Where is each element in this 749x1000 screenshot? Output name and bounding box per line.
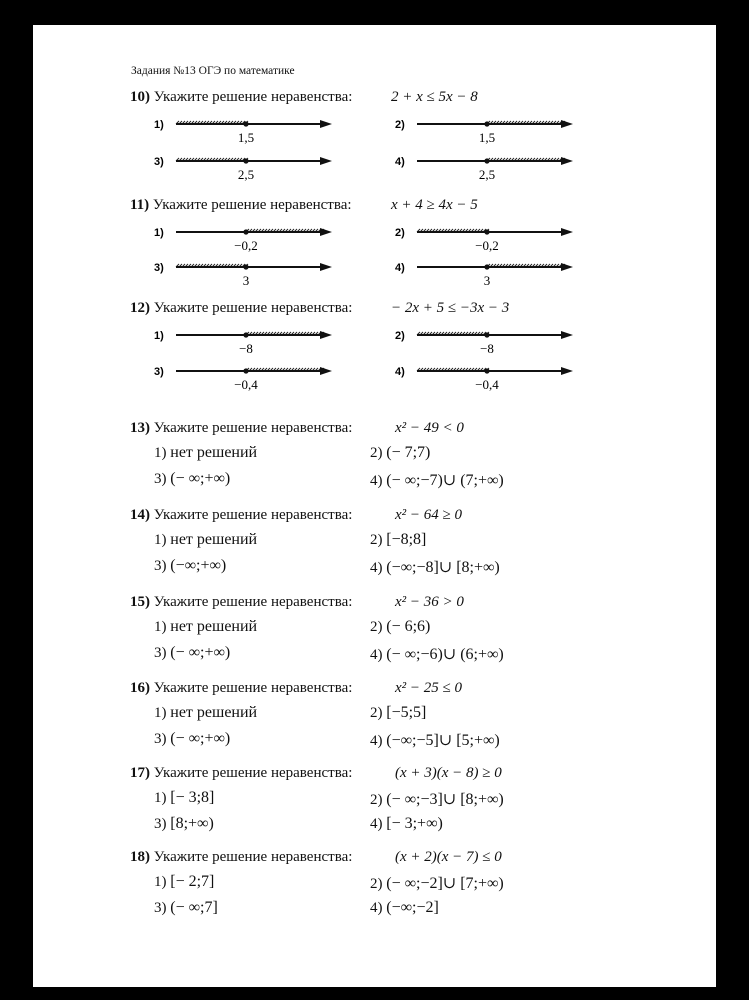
- answer-option: [370, 444, 430, 462]
- axis-arrow-icon: [320, 263, 332, 271]
- number-line-option: [154, 330, 344, 358]
- question-title: [130, 197, 352, 214]
- option-answer: (− ∞;7]: [170, 899, 218, 916]
- question-number: 17): [130, 765, 150, 781]
- question-title: [130, 680, 352, 697]
- answer-option: [370, 557, 500, 577]
- axis-arrow-icon: [320, 367, 332, 375]
- option-label: 2): [370, 532, 383, 548]
- question-title: [130, 420, 352, 437]
- option-label: 2): [395, 227, 405, 239]
- number-line-option: [395, 262, 585, 290]
- question-inequality: x² − 25 ≤ 0: [395, 680, 463, 696]
- number-line-option: [395, 119, 585, 147]
- point-marker: [243, 121, 248, 126]
- option-answer: [−8;8]: [386, 531, 427, 548]
- option-answer: (− 7;7): [386, 444, 431, 461]
- option-label: 4): [370, 647, 383, 663]
- axis-arrow-icon: [320, 331, 332, 339]
- answer-option: [370, 873, 504, 893]
- question-prompt: Укажите решение неравенства:: [153, 89, 353, 105]
- option-label: 4): [370, 816, 383, 832]
- answer-option: [370, 730, 500, 750]
- number-line-option: [154, 119, 344, 147]
- answer-option: [370, 704, 426, 722]
- option-answer: (− ∞;+∞): [170, 470, 231, 487]
- answer-option: [370, 531, 426, 549]
- option-answer: [− 3;8]: [170, 789, 215, 806]
- point-value: −0,2: [234, 238, 258, 253]
- question-title: [130, 594, 352, 611]
- answer-option: [154, 531, 257, 549]
- option-label: 2): [370, 876, 383, 892]
- question-title: [130, 507, 352, 524]
- option-label: 1): [154, 227, 164, 239]
- option-answer: [− 2;7]: [170, 873, 215, 890]
- option-answer: нет решений: [170, 618, 258, 635]
- question-inequality: x² − 64 ≥ 0: [395, 507, 463, 523]
- point-marker: [484, 229, 489, 234]
- point-marker: [243, 229, 248, 234]
- answer-option: [370, 644, 504, 664]
- option-label: 2): [370, 792, 383, 808]
- answer-option: [154, 815, 214, 833]
- question-number: 16): [130, 680, 150, 696]
- question-number: 18): [130, 849, 150, 865]
- axis-arrow-icon: [320, 228, 332, 236]
- option-label: 3): [154, 262, 164, 274]
- axis-arrow-icon: [561, 228, 573, 236]
- option-answer: (− 6;6): [386, 618, 431, 635]
- point-value: −0,4: [475, 377, 499, 392]
- option-label: 4): [370, 560, 383, 576]
- point-value: 2,5: [237, 167, 255, 182]
- option-label: 3): [154, 558, 167, 574]
- axis-arrow-icon: [561, 120, 573, 128]
- question-inequality: x + 4 ≥ 4x − 5: [391, 197, 478, 213]
- number-line-option: [395, 330, 585, 358]
- option-label: 4): [395, 262, 405, 274]
- option-answer: (−∞;−2]: [386, 899, 439, 916]
- point-value: 1,5: [478, 130, 496, 145]
- option-label: 2): [370, 619, 383, 635]
- point-marker: [484, 158, 489, 163]
- point-marker: [243, 158, 248, 163]
- axis-arrow-icon: [561, 331, 573, 339]
- question-number: 13): [130, 420, 150, 436]
- axis-arrow-icon: [320, 120, 332, 128]
- question-prompt: Укажите решение неравенства:: [153, 300, 353, 316]
- axis-arrow-icon: [320, 157, 332, 165]
- option-answer: (−∞;+∞): [170, 557, 227, 574]
- question-title: [130, 300, 352, 317]
- option-label: 3): [154, 645, 167, 661]
- question-inequality: (x + 3)(x − 8) ≥ 0: [395, 765, 502, 781]
- option-label: 2): [370, 705, 383, 721]
- answer-option: [154, 470, 230, 488]
- option-label: 1): [154, 874, 167, 890]
- point-marker: [484, 121, 489, 126]
- option-answer: [−5;5]: [386, 704, 427, 721]
- question-prompt: Укажите решение неравенства:: [153, 420, 353, 436]
- number-line-option: [154, 262, 344, 290]
- option-label: 3): [154, 816, 167, 832]
- axis-arrow-icon: [561, 263, 573, 271]
- point-value: 1,5: [237, 130, 255, 145]
- worksheet-header: Задания №13 ОГЭ по математике: [131, 65, 295, 77]
- option-answer: (− ∞;−6)∪ (6;+∞): [386, 646, 504, 663]
- option-label: 3): [154, 156, 164, 168]
- point-value: 2,5: [478, 167, 496, 182]
- answer-option: [154, 873, 214, 891]
- point-marker: [243, 332, 248, 337]
- answer-option: [154, 644, 230, 662]
- answer-option: [370, 899, 439, 917]
- question-prompt: Укажите решение неравенства:: [153, 849, 353, 865]
- worksheet-page: [33, 25, 716, 987]
- option-answer: нет решений: [170, 704, 258, 721]
- option-label: 3): [154, 731, 167, 747]
- answer-option: [370, 470, 504, 490]
- option-label: 4): [395, 366, 405, 378]
- answer-option: [154, 789, 214, 807]
- point-marker: [243, 264, 248, 269]
- question-prompt: Укажите решение неравенства:: [152, 197, 352, 213]
- option-label: 2): [370, 445, 383, 461]
- option-label: 1): [154, 330, 164, 342]
- option-label: 4): [395, 156, 405, 168]
- point-marker: [243, 368, 248, 373]
- option-answer: (− ∞;+∞): [170, 644, 231, 661]
- question-prompt: Укажите решение неравенства:: [153, 680, 353, 696]
- option-label: 1): [154, 445, 167, 461]
- point-value: 3: [483, 273, 491, 288]
- answer-option: [154, 704, 257, 722]
- number-line-option: [395, 227, 585, 255]
- question-inequality: (x + 2)(x − 7) ≤ 0: [395, 849, 502, 865]
- number-line-option: [154, 227, 344, 255]
- point-value: −0,4: [234, 377, 258, 392]
- point-marker: [484, 332, 489, 337]
- answer-option: [154, 444, 257, 462]
- option-label: 2): [395, 330, 405, 342]
- number-line-option: [154, 156, 344, 184]
- question-inequality: 2 + x ≤ 5x − 8: [391, 89, 478, 105]
- question-number: 12): [130, 300, 150, 316]
- option-label: 4): [370, 473, 383, 489]
- question-prompt: Укажите решение неравенства:: [153, 765, 353, 781]
- option-label: 1): [154, 532, 167, 548]
- axis-arrow-icon: [561, 367, 573, 375]
- option-label: 3): [154, 471, 167, 487]
- question-prompt: Укажите решение неравенства:: [153, 594, 353, 610]
- option-answer: [8;+∞): [170, 815, 214, 832]
- question-title: [130, 89, 352, 106]
- answer-option: [370, 618, 430, 636]
- option-label: 4): [370, 900, 383, 916]
- answer-option: [154, 899, 218, 917]
- question-prompt: Укажите решение неравенства:: [153, 507, 353, 523]
- option-answer: (−∞;−8]∪ [8;+∞): [386, 559, 500, 576]
- option-answer: (− ∞;−7)∪ (7;+∞): [386, 472, 504, 489]
- number-line-option: [154, 366, 344, 394]
- option-answer: нет решений: [170, 444, 258, 461]
- answer-option: [154, 557, 226, 575]
- point-value: 3: [242, 273, 250, 288]
- point-marker: [484, 368, 489, 373]
- point-marker: [484, 264, 489, 269]
- option-answer: (− ∞;−2]∪ [7;+∞): [386, 875, 504, 892]
- question-number: 10): [130, 89, 150, 105]
- option-label: 3): [154, 900, 167, 916]
- option-answer: (−∞;−5]∪ [5;+∞): [386, 732, 500, 749]
- option-label: 1): [154, 119, 164, 131]
- number-line-option: [395, 366, 585, 394]
- answer-option: [154, 618, 257, 636]
- option-label: 1): [154, 790, 167, 806]
- question-title: [130, 849, 352, 866]
- option-label: 3): [154, 366, 164, 378]
- point-value: −8: [480, 341, 494, 356]
- option-answer: нет решений: [170, 531, 258, 548]
- option-label: 1): [154, 705, 167, 721]
- question-number: 15): [130, 594, 150, 610]
- answer-option: [370, 789, 504, 809]
- question-number: 14): [130, 507, 150, 523]
- option-answer: [− 3;+∞): [386, 815, 443, 832]
- question-number: 11): [130, 197, 150, 213]
- point-value: −0,2: [475, 238, 499, 253]
- answer-option: [370, 815, 443, 833]
- question-inequality: x² − 49 < 0: [395, 420, 464, 436]
- option-answer: (− ∞;−3]∪ [8;+∞): [386, 791, 504, 808]
- question-title: [130, 765, 352, 782]
- answer-option: [154, 730, 230, 748]
- question-inequality: x² − 36 > 0: [395, 594, 464, 610]
- number-line-option: [395, 156, 585, 184]
- option-answer: (− ∞;+∞): [170, 730, 231, 747]
- point-value: −8: [239, 341, 253, 356]
- option-label: 1): [154, 619, 167, 635]
- option-label: 4): [370, 733, 383, 749]
- question-inequality: − 2x + 5 ≤ −3x − 3: [391, 300, 510, 316]
- option-label: 2): [395, 119, 405, 131]
- axis-arrow-icon: [561, 157, 573, 165]
